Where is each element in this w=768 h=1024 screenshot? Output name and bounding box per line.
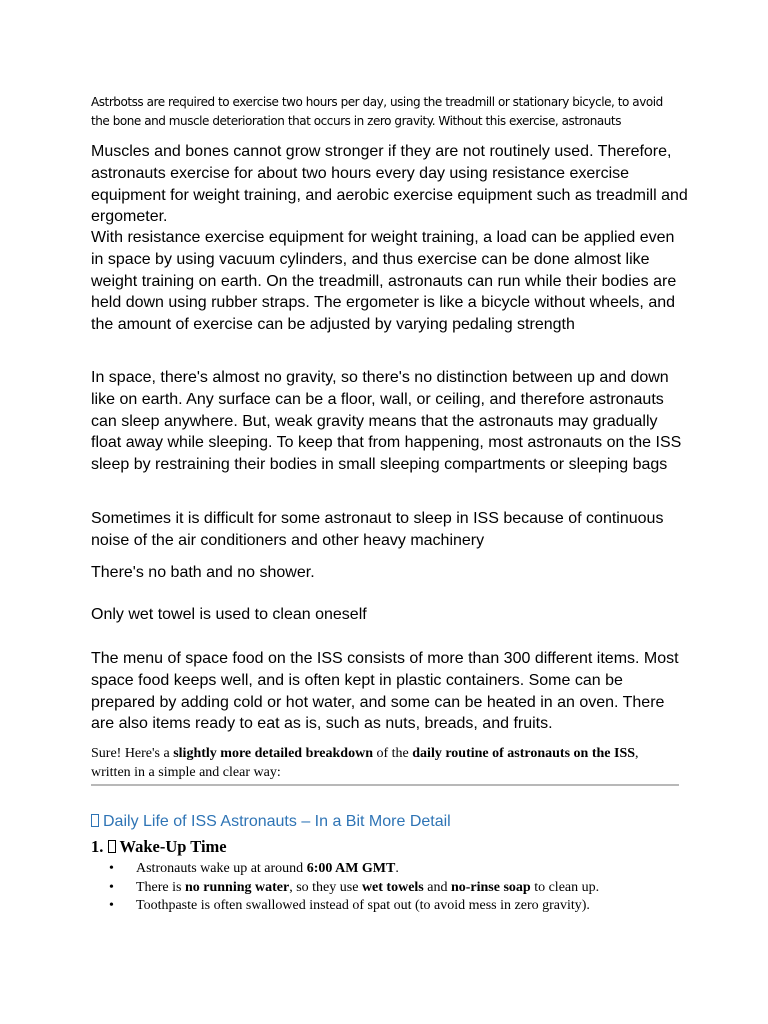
list-text: and [423, 879, 451, 895]
intro-text-1: Sure! Here's a [91, 746, 174, 761]
intro-bold-1: slightly more detailed breakdown [173, 746, 373, 761]
list-text: Toothpaste is often swallowed instead of spat out (to avoid mess in zero gravity). [136, 898, 590, 913]
exercise-equipment-paragraph: With resistance exercise equipment for weight training, a load can be applied even in space by using vacuum cylinders, and thus exercise can be done almost like weight training on earth. On the treadmill, astronauts can run while their bodies are held down using rubber straps. The ergometer is like a bicycle without wheels, and the amount of exercise can be adjusted by varying pedaling strength [91, 229, 677, 334]
subsection-heading [91, 836, 681, 858]
wake-up-list [91, 860, 696, 916]
subsection-title: Wake-Up Time [119, 837, 227, 856]
intro-text-3: , written in a simple and clear way: [91, 746, 639, 780]
intro-paragraph [91, 744, 681, 782]
horizontal-divider [91, 784, 679, 786]
missing-glyph-box-icon [108, 840, 116, 853]
section-heading [91, 811, 681, 833]
exercise-paragraph: Muscles and bones cannot grow stronger if they are not routinely used. Therefore, astronauts exercise for about two hours every day using resistance exercise equipment for weight training, and aerobic exercise equipment such as treadmill and ergometer. [91, 143, 688, 226]
list-bold: no-rinse soap [450, 879, 531, 895]
list-item [136, 897, 696, 916]
list-bold: wet towels [361, 879, 424, 895]
list-text: . [395, 861, 399, 876]
sleeping-paragraph: In space, there's almost no gravity, so there's no distinction between up and down like on earth. Any surface can be a floor, wall, or ceiling, and therefore astronauts can sleep anywhere. But, weak gravity means that the astronauts may gradually float away while sleeping. To keep that from happening, most astronauts on the ISS sleep by restraining their bodies in small sleeping compartments or sleeping bags [91, 369, 682, 474]
list-item [136, 860, 696, 879]
missing-glyph-box-icon [91, 814, 99, 827]
intro-bold-2: daily routine of astronauts on the ISS [412, 746, 636, 761]
subsection-number: 1. [91, 837, 104, 856]
list-text: There is [136, 879, 185, 895]
noise-paragraph: Sometimes it is difficult for some astronaut to sleep in ISS because of continuous noise of the air conditioners and other heavy machinery [91, 510, 664, 549]
list-bold: 6:00 AM GMT [306, 861, 396, 876]
list-text: to clean up. [530, 879, 600, 895]
list-text: , so they use [289, 879, 362, 895]
bath-paragraph: There's no bath and no shower. [91, 564, 315, 581]
section-heading-text: Daily Life of ISS Astronauts – In a Bit More Detail [103, 813, 451, 830]
small-note-paragraph: Astrbotss are required to exercise two hours per day, using the treadmill or stationary bicycle, to avoid the bone and muscle deterioration that occurs in zero gravity. Without this exercise, astronauts [91, 95, 663, 128]
intro-text-2: of the [373, 746, 413, 761]
food-paragraph: The menu of space food on the ISS consists of more than 300 different items. Most space food keeps well, and is often kept in plastic containers. Some can be prepared by adding cold or hot water, and some can be heated in an oven. There are also items ready to eat as is, such as nuts, breads, and fruits. [91, 650, 679, 733]
list-item [136, 879, 696, 898]
list-bold: no running water [184, 879, 290, 895]
towel-paragraph: Only wet towel is used to clean oneself [91, 606, 367, 623]
list-text: Astronauts wake up at around [136, 861, 307, 876]
